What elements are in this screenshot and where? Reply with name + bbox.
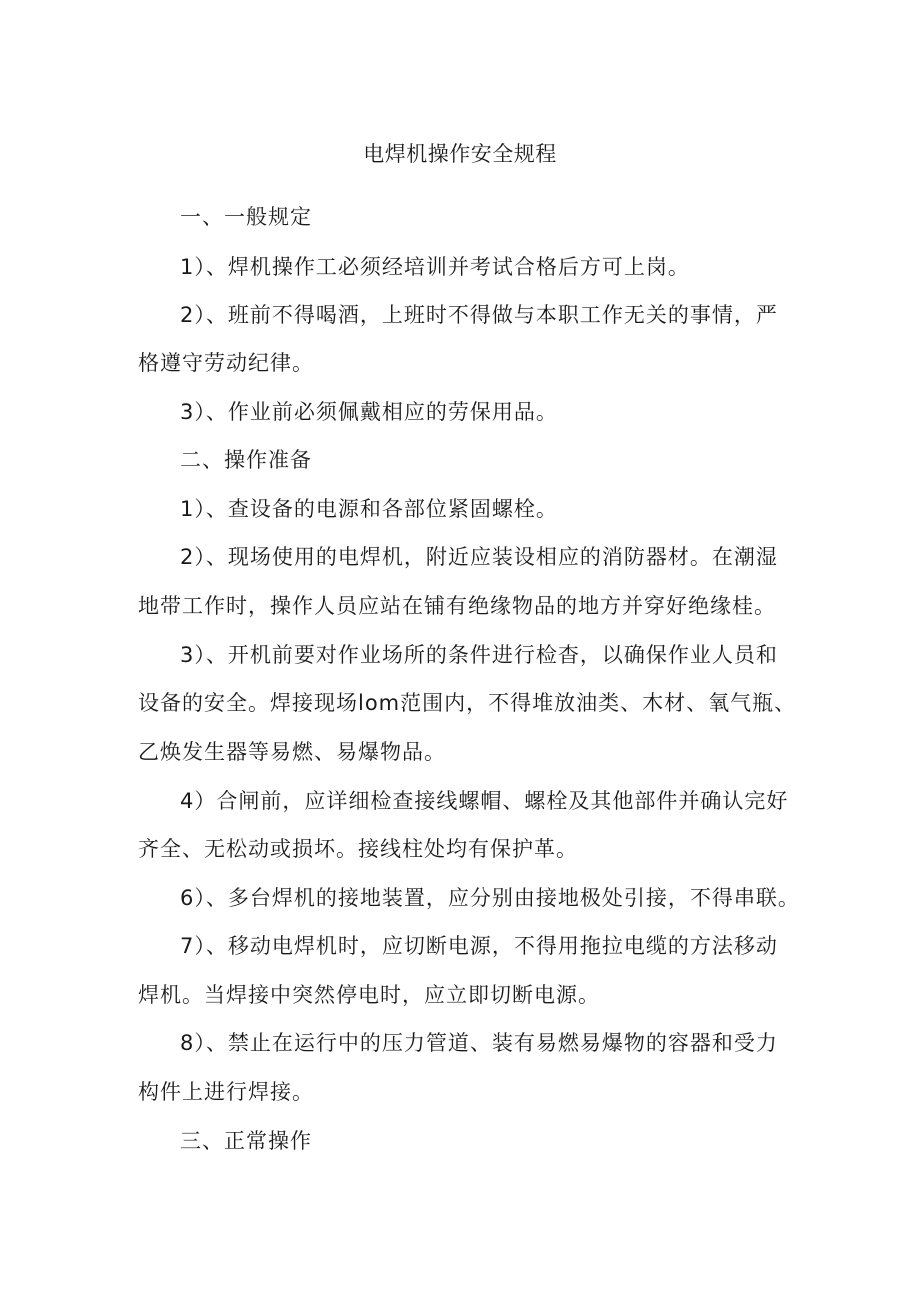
paragraph-line: 3）、作业前必须佩戴相应的劳保用品。 <box>180 400 558 424</box>
paragraph-line: 4）合闸前，应详细检查接线螺帽、螺栓及其他部件并确认完好 <box>180 789 789 813</box>
paragraph-line: 6）、多台焊机的接地装置，应分别由接地极处引接，不得串联。 <box>180 886 800 910</box>
paragraph-line: 地带工作时，操作人员应站在铺有绝缘物品的地方并穿好绝缘桂。 <box>138 594 776 618</box>
paragraph-line: 构件上进行焊接。 <box>138 1080 314 1104</box>
section-heading-operation: 三、正常操作 <box>180 1129 312 1153</box>
section-heading-preparation: 二、操作准备 <box>180 448 312 472</box>
paragraph-line: 7）、移动电焊机时，应切断电源，不得用拖拉电缆的方法移动 <box>180 934 778 958</box>
paragraph-line: 8）、禁止在运行中的压力管道、装有易燃易爆物的容器和受力 <box>180 1031 778 1055</box>
paragraph-line: 格遵守劳动纪律。 <box>138 351 314 375</box>
section-heading-general: 一、一般规定 <box>180 205 312 229</box>
paragraph-line: 3）、开机前要对作业场所的条件进行检杳，以确保作业人员和 <box>180 643 778 667</box>
paragraph-line: 2）、班前不得喝酒，上班时不得做与本职工作无关的事情，严 <box>180 303 778 327</box>
paragraph-line: 齐全、无松动或损坏。接线柱处均有保护革。 <box>138 837 578 861</box>
paragraph-line: 焊机。当焊接中突然停电时，应立即切断电源。 <box>138 983 600 1007</box>
paragraph-line: 2）、现场使用的电焊机，附近应装设相应的消防器材。在潮湿 <box>180 545 778 569</box>
paragraph-line: 设备的安全。焊接现场lom范围内，不得堆放油类、木材、氧气瓶、 <box>138 691 797 715</box>
document-title: 电焊机操作安全规程 <box>363 142 557 166</box>
paragraph-line: 乙焕发生器等易燃、易爆物品。 <box>138 740 446 764</box>
paragraph-line: 1）、查设备的电源和各部位紧固螺栓。 <box>180 497 558 521</box>
paragraph-line: 1）、焊机操作工必须经培训并考试合格后方可上岗。 <box>180 255 690 279</box>
